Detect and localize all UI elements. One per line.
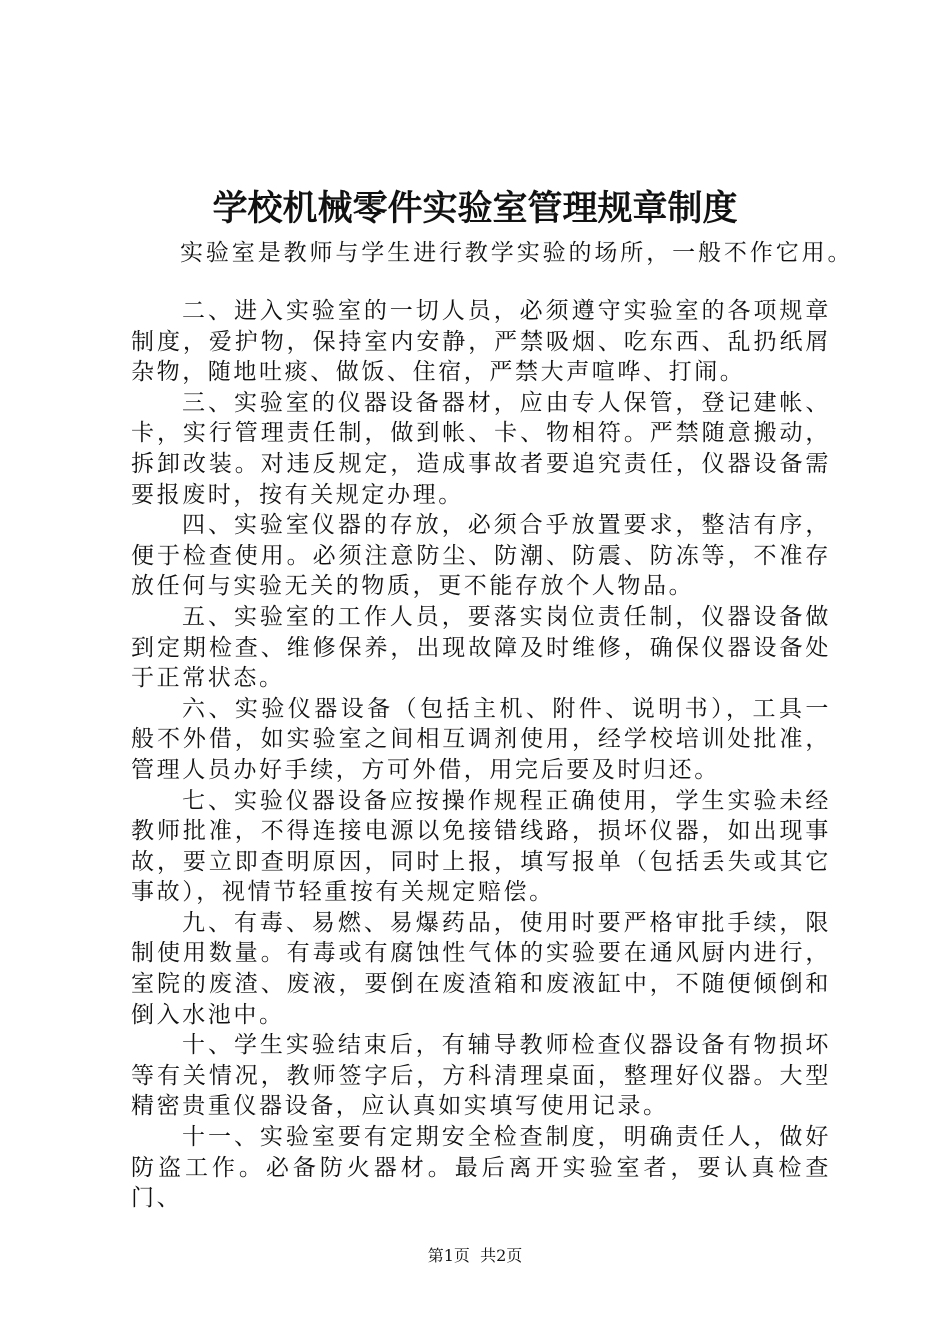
paragraph-item: 六、实验仪器设备（包括主机、附件、说明书），工具一般不外借，如实验室之间相互调剂使用，经学校培训处批准，管理人员办好手续，方可外借，用完后要及时归还。	[131, 695, 831, 783]
paragraph-item: 三、实验室的仪器设备器材，应由专人保管，登记建帐、卡，实行管理责任制，做到帐、卡、物相符。严禁随意搬动，拆卸改装。对违反规定，造成事故者要追究责任，仪器设备需要报废时，按有关规定办理。	[131, 389, 831, 508]
paragraph-item: 九、有毒、易燃、易爆药品，使用时要严格审批手续，限制使用数量。有毒或有腐蚀性气体的实验要在通风厨内进行，室院的废渣、废液，要倒在废渣箱和废液缸中，不随便倾倒和倒入水池中。	[131, 909, 831, 1028]
paragraph-item: 二、进入实验室的一切人员，必须遵守实验室的各项规章制度，爱护物，保持室内安静，严禁吸烟、吃东西、乱扔纸屑杂物，随地吐痰、做饭、住宿，严禁大声喧哗、打闹。	[131, 298, 831, 386]
paragraph-item: 十、学生实验结束后，有辅导教师检查仪器设备有物损坏等有关情况，教师签字后，方科清理桌面，整理好仪器。大型精密贵重仪器设备，应认真如实填写使用记录。	[131, 1032, 831, 1120]
document-title: 学校机械零件实验室管理规章制度	[212, 188, 738, 229]
paragraph-item: 四、实验室仪器的存放，必须合乎放置要求，整洁有序，便于检查使用。必须注意防尘、防潮、防震、防冻等，不准存放任何与实验无关的物质，更不能存放个人物品。	[131, 512, 831, 600]
page-number: 第1页	[427, 1246, 470, 1265]
footer-separator	[470, 1246, 480, 1265]
paragraph-item: 十一、实验室要有定期安全检查制度，明确责任人，做好防盗工作。必备防火器材。最后离开实验室者，要认真检查门、	[131, 1124, 831, 1212]
intro-paragraph: 实验室是教师与学生进行教学实验的场所，一般不作它用。	[180, 240, 854, 266]
paragraph-item: 五、实验室的工作人员，要落实岗位责任制，仪器设备做到定期检查、维修保养，出现故障及时维修，确保仪器设备处于正常状态。	[131, 603, 831, 692]
page-footer	[0, 1244, 950, 1268]
paragraph-item: 七、实验仪器设备应按操作规程正确使用，学生实验未经教师批准，不得连接电源以免接错线路，损坏仪器，如出现事故，要立即查明原因，同时上报，填写报单（包括丢失或其它事故），视情节轻重按有关规定赔偿。	[131, 787, 831, 906]
page-total: 共2页	[480, 1246, 523, 1265]
document-body	[131, 296, 831, 1214]
